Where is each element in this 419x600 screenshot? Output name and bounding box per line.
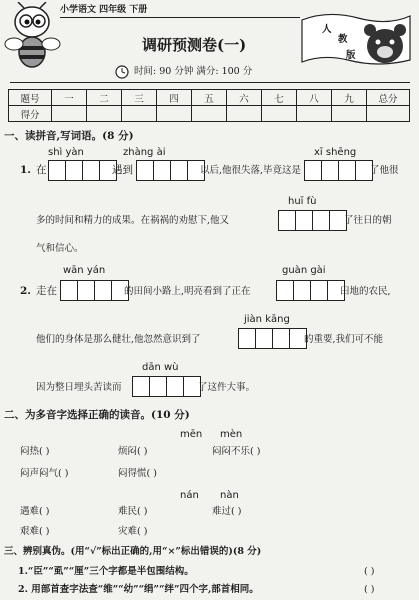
- q2-text-line3b: 了这件大事。: [198, 382, 256, 393]
- clock-icon: [115, 64, 129, 83]
- q2-text-line2a: 他们的身体是那么健壮,他忽然意识到了: [36, 334, 201, 345]
- score-cell: 三: [122, 90, 157, 106]
- badge-char-2: 教: [338, 34, 348, 45]
- section1-heading: 一、读拼音,写词语。(8 分): [4, 130, 134, 142]
- score-cell: 九: [332, 90, 367, 106]
- true-false-item-text: 2. 用部首查字法查“维”“幼”“绢”“绊”四个字,部首相同。: [18, 584, 259, 595]
- pinyin-option-nan2: nán: [180, 490, 199, 501]
- bee-mascot-icon: [2, 2, 62, 76]
- polyphone-item[interactable]: 闷声闷气( ): [20, 468, 69, 479]
- score-cell: 总分: [367, 90, 410, 106]
- score-cell: 五: [192, 90, 227, 106]
- polyphone-item[interactable]: 闷热( ): [20, 446, 50, 457]
- q1-pinyin-3: xī shēng: [314, 147, 357, 158]
- q2-text-end1: 田地的农民,: [340, 286, 391, 297]
- q1-text-pre: 在: [36, 164, 47, 176]
- score-cell: 六: [227, 90, 262, 106]
- score-input-cell[interactable]: [332, 106, 367, 122]
- header-top-rule: [60, 17, 300, 18]
- score-input-cell[interactable]: [122, 106, 157, 122]
- q2-text-mid1: 的田间小路上,明亮看到了正在: [124, 286, 251, 297]
- q2-number: 2.: [20, 285, 31, 297]
- score-input-cell[interactable]: [227, 106, 262, 122]
- score-row-label: 得分: [9, 106, 52, 122]
- score-table: [8, 89, 410, 122]
- series-label: 小学语文 四年级 下册: [60, 5, 148, 15]
- score-input-cell[interactable]: [262, 106, 297, 122]
- q2-pinyin-1: wān yán: [63, 265, 106, 276]
- bear-mascot-icon: [362, 22, 408, 70]
- polyphone-item[interactable]: 闷闷不乐( ): [212, 446, 261, 457]
- polyphone-item[interactable]: 艰难( ): [20, 526, 50, 537]
- score-input-cell[interactable]: [192, 106, 227, 122]
- score-cell: 八: [297, 90, 332, 106]
- score-cell: 题号: [9, 90, 52, 106]
- q1-text-end1: 了他很: [370, 165, 399, 176]
- q2-pinyin-4: dān wù: [142, 362, 179, 373]
- q2-text-line3a: 因为整日埋头苦读而: [36, 382, 122, 393]
- score-input-cell[interactable]: [367, 106, 410, 122]
- score-table-header-row: [9, 90, 410, 106]
- badge-char-3: 版: [346, 50, 356, 61]
- q1-pinyin-1: shì yàn: [48, 147, 84, 158]
- score-input-cell[interactable]: [87, 106, 122, 122]
- page-title: 调研预测卷(一): [142, 36, 247, 54]
- true-false-answer-bracket[interactable]: ( ): [364, 566, 375, 577]
- polyphone-item[interactable]: 烦闷( ): [118, 446, 148, 457]
- q1-text-line2a: 多的时间和精力的成果。在祸祸的劝慰下,他又: [36, 215, 230, 226]
- q2-pinyin-2: guàn gài: [282, 265, 326, 276]
- q1-answer-boxes-4[interactable]: [278, 210, 346, 231]
- q1-text-mid2: 以后,他很失落,毕竟这是: [200, 165, 302, 176]
- score-input-cell[interactable]: [297, 106, 332, 122]
- q1-text-line3: 气和信心。: [36, 243, 84, 254]
- q1-text-mid1: 遇到: [112, 164, 133, 176]
- q1-answer-boxes-3[interactable]: [304, 160, 372, 181]
- q2-answer-boxes-4[interactable]: [132, 376, 200, 397]
- q2-answer-boxes-3[interactable]: [238, 328, 306, 349]
- section3-heading: 三、辨别真伪。(用“√”标出正确的,用“×”标出错误的)(8 分): [4, 546, 262, 557]
- score-cell: 一: [52, 90, 87, 106]
- q2-text-line2b: 的重要,我们可不能: [304, 334, 384, 345]
- polyphone-item[interactable]: 遇难( ): [20, 506, 50, 517]
- pinyin-option-men1: mēn: [180, 429, 203, 440]
- polyphone-item[interactable]: 难过( ): [212, 506, 242, 517]
- section2-heading: 二、为多音字选择正确的读音。(10 分): [4, 409, 190, 421]
- q2-text-pre: 走在: [36, 285, 57, 297]
- pinyin-option-nan4: nàn: [220, 490, 239, 501]
- true-false-answer-bracket[interactable]: ( ): [364, 584, 375, 595]
- q1-number: 1.: [20, 164, 31, 176]
- q2-pinyin-3: jiàn kāng: [244, 314, 290, 325]
- score-table-score-row: [9, 106, 410, 122]
- true-false-item-text: 1.“臣”“虱”“厘”三个字都是半包围结构。: [18, 566, 194, 577]
- q1-pinyin-4: huī fù: [288, 196, 317, 207]
- score-cell: 四: [157, 90, 192, 106]
- polyphone-item[interactable]: 灾难( ): [118, 526, 148, 537]
- score-input-cell[interactable]: [52, 106, 87, 122]
- score-cell: 二: [87, 90, 122, 106]
- polyphone-item[interactable]: 闷得慌( ): [118, 468, 157, 479]
- badge-char-1: 人: [322, 24, 332, 35]
- q2-answer-boxes-1[interactable]: [60, 280, 128, 301]
- q2-answer-boxes-2[interactable]: [276, 280, 344, 301]
- polyphone-item[interactable]: 难民( ): [118, 506, 148, 517]
- pinyin-option-men4: mèn: [220, 429, 243, 440]
- q1-text-line2b: 了往日的朝: [344, 215, 392, 226]
- q1-answer-boxes-2[interactable]: [136, 160, 204, 181]
- q1-answer-boxes-1[interactable]: [48, 160, 116, 181]
- score-input-cell[interactable]: [157, 106, 192, 122]
- q1-pinyin-2: zhàng ài: [123, 147, 166, 158]
- score-cell: 七: [262, 90, 297, 106]
- header-rule: [10, 82, 410, 83]
- time-info: 时间: 90 分钟 满分: 100 分: [134, 66, 253, 77]
